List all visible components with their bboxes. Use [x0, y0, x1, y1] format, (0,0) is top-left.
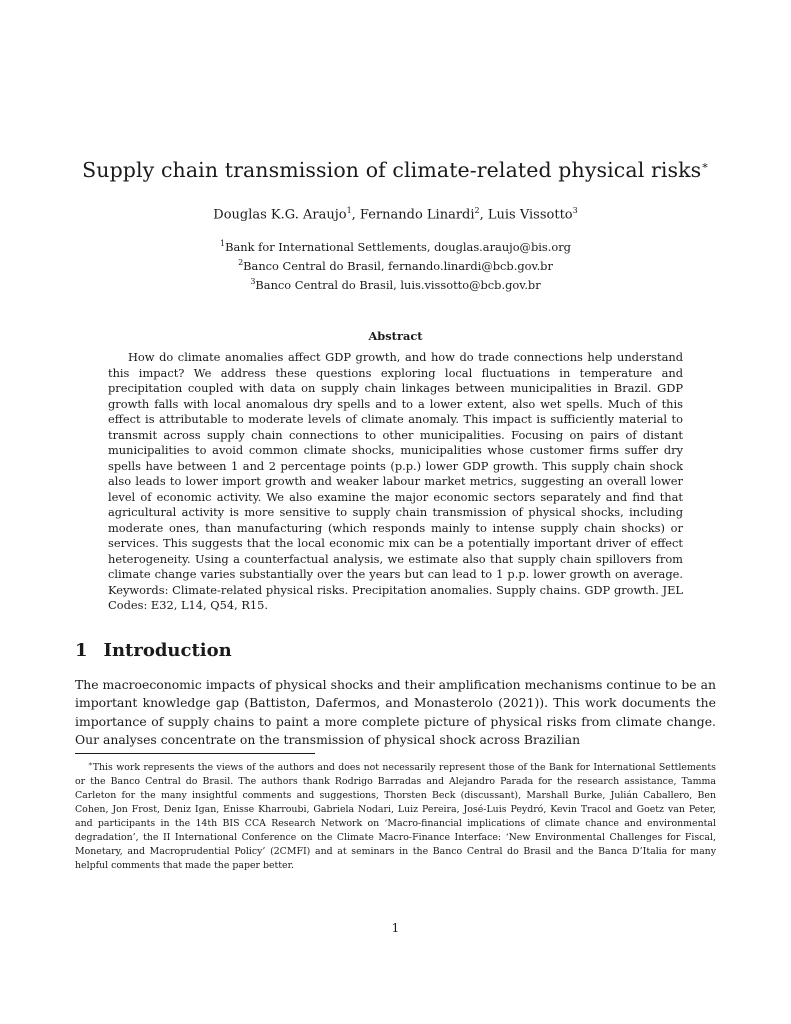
affiliation-text: Banco Central do Brasil, fernando.linardi@bcb.gov.br	[243, 258, 553, 273]
paper-title	[0, 158, 791, 182]
affiliation-line	[0, 274, 791, 293]
paper-title-text: Supply chain transmission of climate-related physical risks	[82, 158, 702, 182]
abstract-heading: Abstract	[368, 329, 423, 343]
author-affiliation-mark: 3	[572, 206, 578, 215]
abstract-body: How do climate anomalies affect GDP growth, and how do trade connections help understand this impact? We address these questions exploring local fluctuations in temperature and precipitation coupled with data on supply chain linkages between municipalities in Brazil. GDP growth falls with local anomalous dry spells and to a lower extent, also wet spells. Much of this effect is attributable to moderate levels of climate anomaly. This impact is sufficiently material to transmit across supply chain connections to other municipalities. Focusing on pairs of distant municipalities to avoid common climate shocks, municipalities whose customer firms suffer dry spells have between 1 and 2 percentage points (p.p.) lower GDP growth. This supply chain shock also leads to lower import growth and weaker labour market metrics, suggesting an overall lower level of economic activity. We also examine the major economic sectors separately and find that agricultural activity is more sensitive to supply chain transmission of physical shocks, including moderate ones, than manufacturing (which responds mainly to intense supply chain shocks) or services. This suggests that the local economic mix can be a potentially important driver of effect heterogeneity. Using a counterfactual analysis, we estimate also that supply chain spillovers from climate change varies substantially over the years but can lead to 1 p.p. lower growth on average. Keywords: Climate-related physical risks. Precipitation anomalies. Supply chains. GDP growth. JEL Codes: E32, L14, Q54, R15.	[108, 350, 683, 612]
title-footnote-mark: ∗	[701, 159, 709, 173]
affiliation-text: Bank for International Settlements, douglas.araujo@bis.org	[225, 239, 571, 254]
section-number: 1	[75, 640, 88, 661]
introduction-paragraph: The macroeconomic impacts of physical shocks and their amplification mechanisms continue to be an important knowledge gap (Battiston, Dafermos, and Monasterolo (2021)). This work documents the importance of supply chains to paint a more complete picture of physical risks from climate change. Our analyses concentrate on the transmission of physical shock across Brazilian	[75, 677, 716, 747]
footnote-text: This work represents the views of the authors and does not necessarily represent those of the Bank for International Settlements or the Banco Central do Brasil. The authors thank Rodrigo Barradas and Alejandro Parada for the research assistance, Tamma Carleton for the many insightful comments and suggestions, Thorsten Beck (discussant), Marshall Burke, Julián Caballero, Ben Cohen, Jon Frost, Deniz Igan, Enisse Kharroubi, Gabriela Nodari, Luiz Pereira, José-Luis Peydró, Kevin Tracol and Goetz van Peter, and participants in the 14th BIS CCA Research Network on ‘Macro-financial implications of climate chance and environmental degradation’, the II International Conference on the Climate Macro-Finance Interface: ‘New Environmental Challenges for Fiscal, Monetary, and Macroprudential Policy’ (2CMFI) and at seminars in the Banco Central do Brasil and the Banca D’Italia for many helpful comments that made the paper better.	[75, 762, 716, 872]
footnote-mark: ∗	[88, 760, 93, 768]
affiliation-mark: 1	[220, 239, 226, 248]
author-separator: ,	[479, 207, 488, 223]
affiliation-line	[0, 236, 791, 255]
footnote	[75, 757, 716, 873]
affiliation-mark: 3	[250, 276, 256, 286]
author-affiliation-mark: 2	[474, 206, 480, 215]
page-number: 1	[391, 921, 400, 935]
affiliation-list	[0, 236, 791, 292]
author-name: Fernando Linardi	[359, 207, 475, 223]
section-title: Introduction	[103, 640, 232, 661]
section-heading	[75, 640, 232, 661]
footnote-divider	[75, 753, 315, 754]
author-list	[0, 206, 791, 222]
author-affiliation-mark: 1	[346, 206, 352, 215]
author-separator: ,	[351, 207, 360, 223]
author-name: Luis Vissotto	[487, 207, 573, 223]
affiliation-mark: 2	[238, 257, 244, 267]
affiliation-text: Banco Central do Brasil, luis.vissotto@bcb.gov.br	[255, 277, 541, 292]
author-name: Douglas K.G. Araujo	[213, 207, 347, 223]
affiliation-line	[0, 255, 791, 274]
